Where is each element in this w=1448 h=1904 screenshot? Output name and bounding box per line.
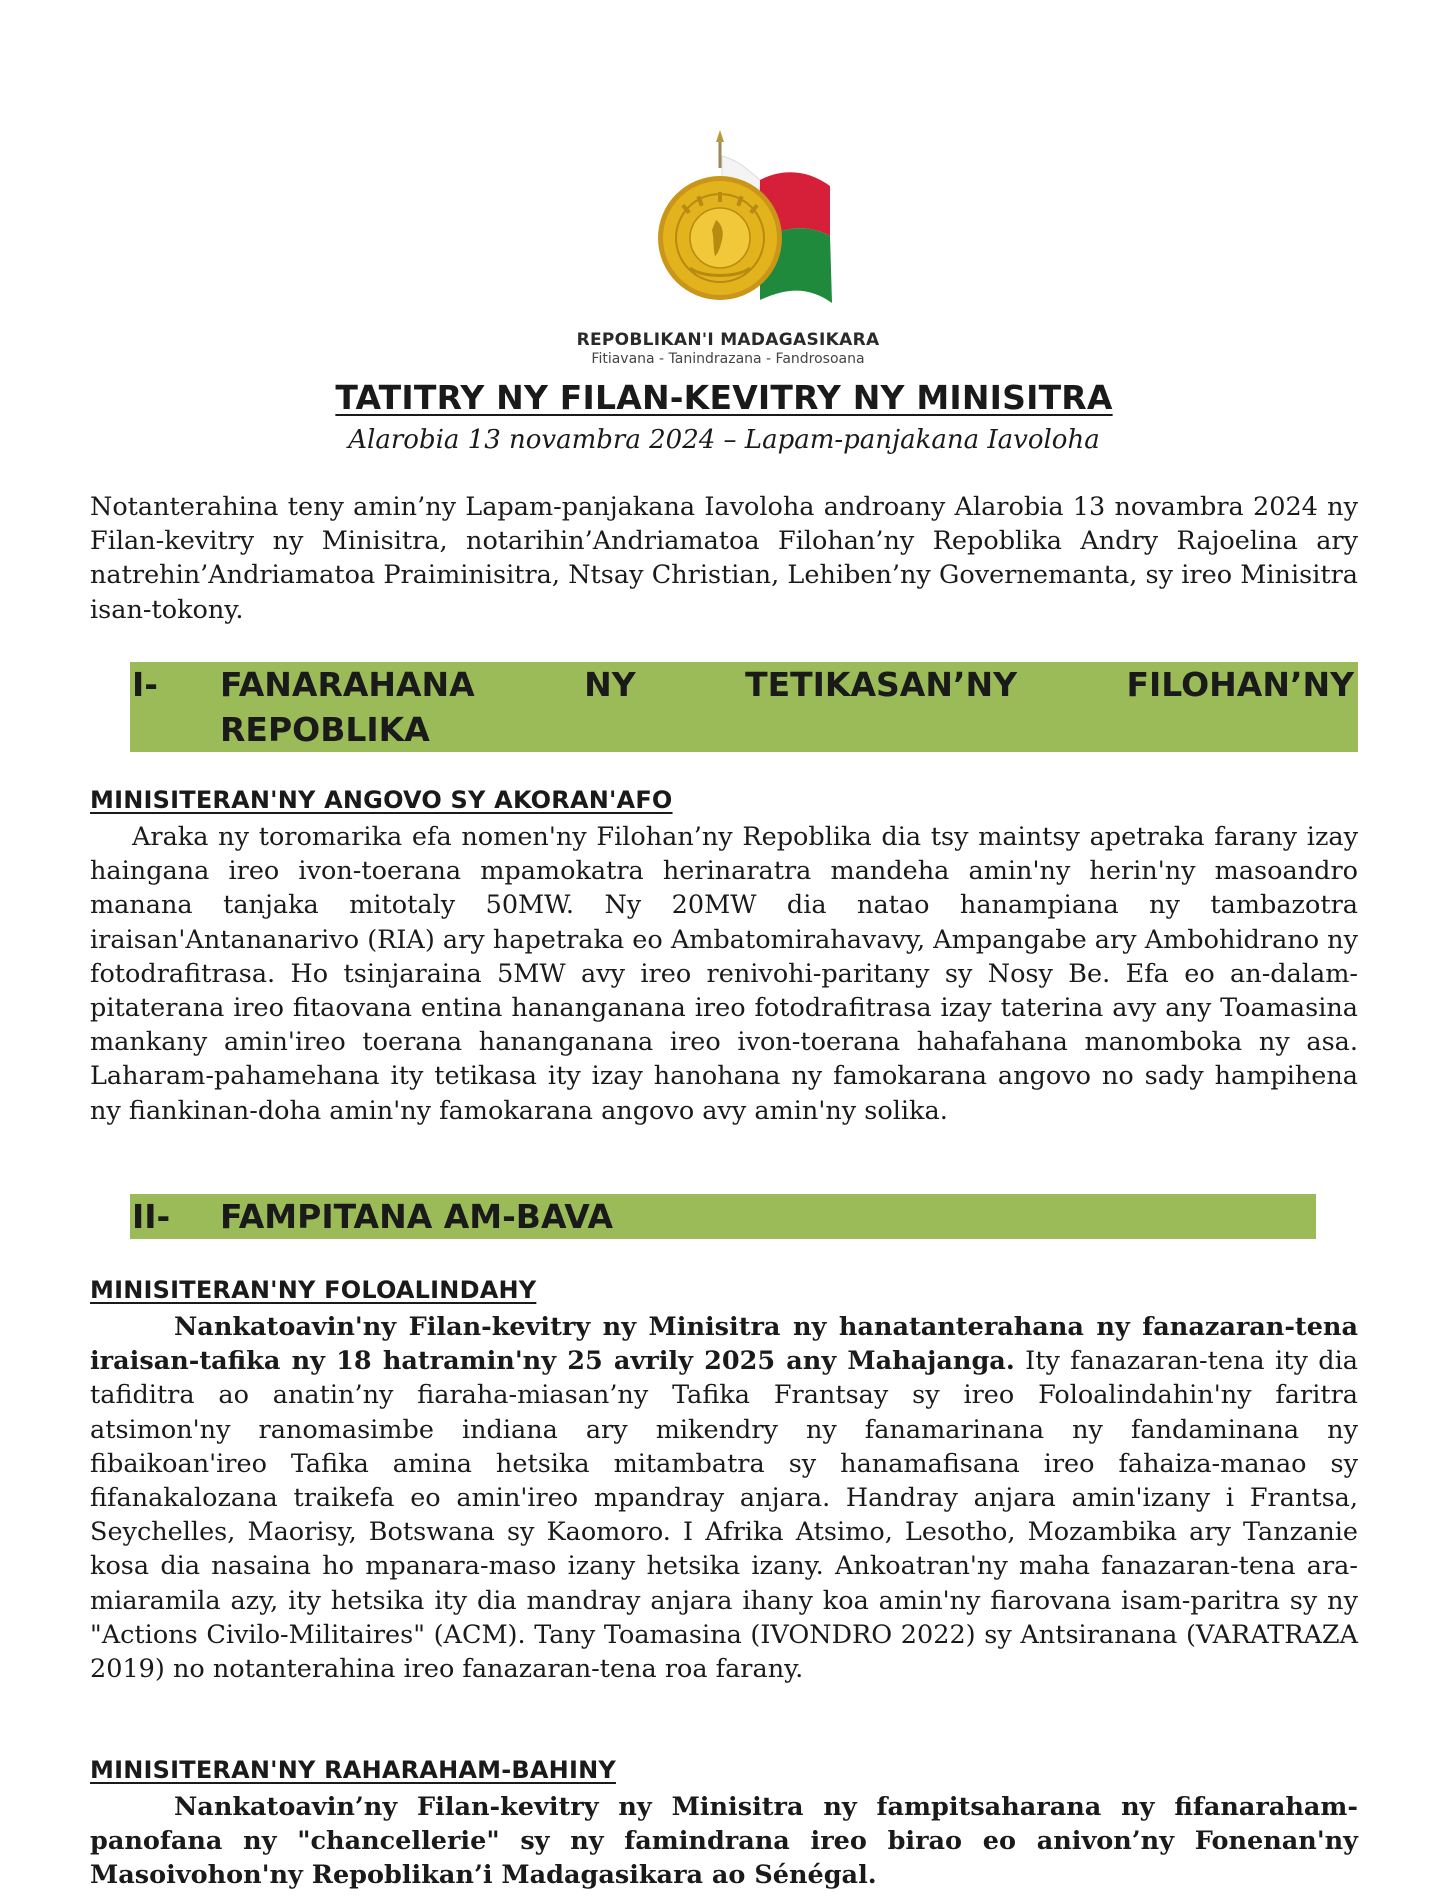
- seal-flag-emblem-icon: [618, 128, 838, 328]
- section-1-title: [220, 662, 1354, 752]
- section-1-word: FILOHAN’NY: [1126, 665, 1354, 704]
- ministry-2-paragraph: [90, 1310, 1358, 1686]
- section-1-word: NY: [584, 665, 636, 704]
- logo-motto: Fitiavana - Tanindrazana - Fandrosoana: [591, 351, 865, 367]
- section-1-title-line2: REPOBLIKA: [220, 710, 430, 749]
- ministry-2-details: Ity fanazaran-tena ity dia tafiditra ao anatin’ny fiaraha-miasan’ny Tafika Frantsay sy ireo Foloalindahin'ny faritra atsimon'ny ranomasimbe indiana ary mikendry ny fanamarinana ny fandaminana ny fibaikoan'ireo Tafika amina hetsika mitambatra sy hanamafisana ireo fahaiza-manao sy fifanakalozana traikefa eo amin'ireo mpandray anjara. Handray anjara amin'izany i Frantsa, Seychelles, Maorisy, Botswana sy Kaomoro. I Afrika Atsimo, Lesotho, Mozambika ary Tanzanie kosa dia nasaina ho mpanara-maso izany hetsika izany. Ankoatran'ny maha fanazaran-tena ara-miaramila azy, ity hetsika ity dia mandray anjara ihany koa amin'ny fiarovana isam-paritra sy ny "Actions Civilo-Militaires" (ACM). Tany Toamasina (IVONDRO 2022) sy Antsiranana (VARATRAZA 2019) no notanterahina ireo fanazaran-tena roa farany.: [90, 1346, 1358, 1685]
- ministry-3-decision: Nankatoavin’ny Filan-kevitry ny Minisitra ny fampitsaharana ny fifanaraham-panofana ny "chancellerie" sy ny famindrana ireo birao eo anivon’ny Fonenan'ny Masoivohon'ny Repoblikan’i Madagasikara ao Sénégal.: [90, 1792, 1358, 1891]
- ministry-2-decision: Nankatoavin'ny Filan-kevitry ny Minisitra ny hanatanterahana ny fanazaran-tena iraisan-tafika ny 18 hatramin'ny 25 avrily 2025 any Mahajanga.: [90, 1312, 1358, 1377]
- page-title-text: TATITRY NY FILAN-KEVITRY NY MINISITRA: [335, 378, 1113, 417]
- logo-country-name: REPOBLIKAN'I MADAGASIKARA: [576, 330, 880, 350]
- ministry-3-paragraph: [90, 1790, 1358, 1893]
- ministry-2-heading: MINISITERAN'NY FOLOALINDAHY: [90, 1276, 537, 1304]
- page-subtitle: Alarobia 13 novambra 2024 – Lapam-panjakana Iavoloha: [348, 425, 1100, 455]
- ministry-1-paragraph: Araka ny toromarika efa nomen'ny Filohan’ny Repoblika dia tsy maintsy apetraka farany izay haingana ireo ivon-toerana mpamokatra herinaratra mandeha amin'ny herin'ny masoandro manana tanjaka mitotaly 50MW. Ny 20MW dia natao hanampiana ny tambazotra iraisan'Antananarivo (RIA) ary hapetraka eo Ambatomirahavavy, Ampangabe ary Ambohidrano ny fotodrafitrasa. Ho tsinjaraina 5MW avy ireo renivohi-paritany sy Nosy Be. Efa eo an-dalam-pitaterana ireo fitaovana entina hananganana ireo fotodrafitrasa izay taterina avy any Toamasina mankany amin'ireo toerana hananganana ireo ivon-toerana hahafahana manomboka ny asa. Laharam-pahamehana ity tetikasa ity izay hanohana ny famokarana angovo no sady hampihena ny fiankinan-doha amin'ny famokarana angovo avy amin'ny solika.: [90, 822, 1358, 1126]
- republic-logo: [568, 128, 888, 368]
- section-1-number: I-: [132, 665, 158, 704]
- ministry-1-heading: MINISITERAN'NY ANGOVO SY AKORAN'AFO: [90, 786, 673, 814]
- section-1-word: FANARAHANA: [220, 665, 475, 704]
- section-2-bar: [130, 1194, 1316, 1239]
- section-1-title-line1: [220, 662, 1354, 707]
- section-1-bar: [130, 662, 1358, 752]
- ministry-3-heading: MINISITERAN'NY RAHARAHAM-BAHINY: [90, 1756, 616, 1784]
- section-2-title: FAMPITANA AM-BAVA: [220, 1197, 614, 1236]
- section-2-number: II-: [132, 1197, 171, 1236]
- section-1-word: TETIKASAN’NY: [745, 665, 1018, 704]
- intro-paragraph: Notanterahina teny amin’ny Lapam-panjakana Iavoloha androany Alarobia 13 novambra 2024 ny Filan-kevitry ny Minisitra, notarihin’Andriamatoa Filohan’ny Repoblika Andry Rajoelina ary natrehin’Andriamatoa Praiminisitra, Ntsay Christian, Lehiben’ny Governemanta, sy ireo Minisitra isan-tokony.: [90, 492, 1358, 625]
- page-title: [0, 378, 1448, 417]
